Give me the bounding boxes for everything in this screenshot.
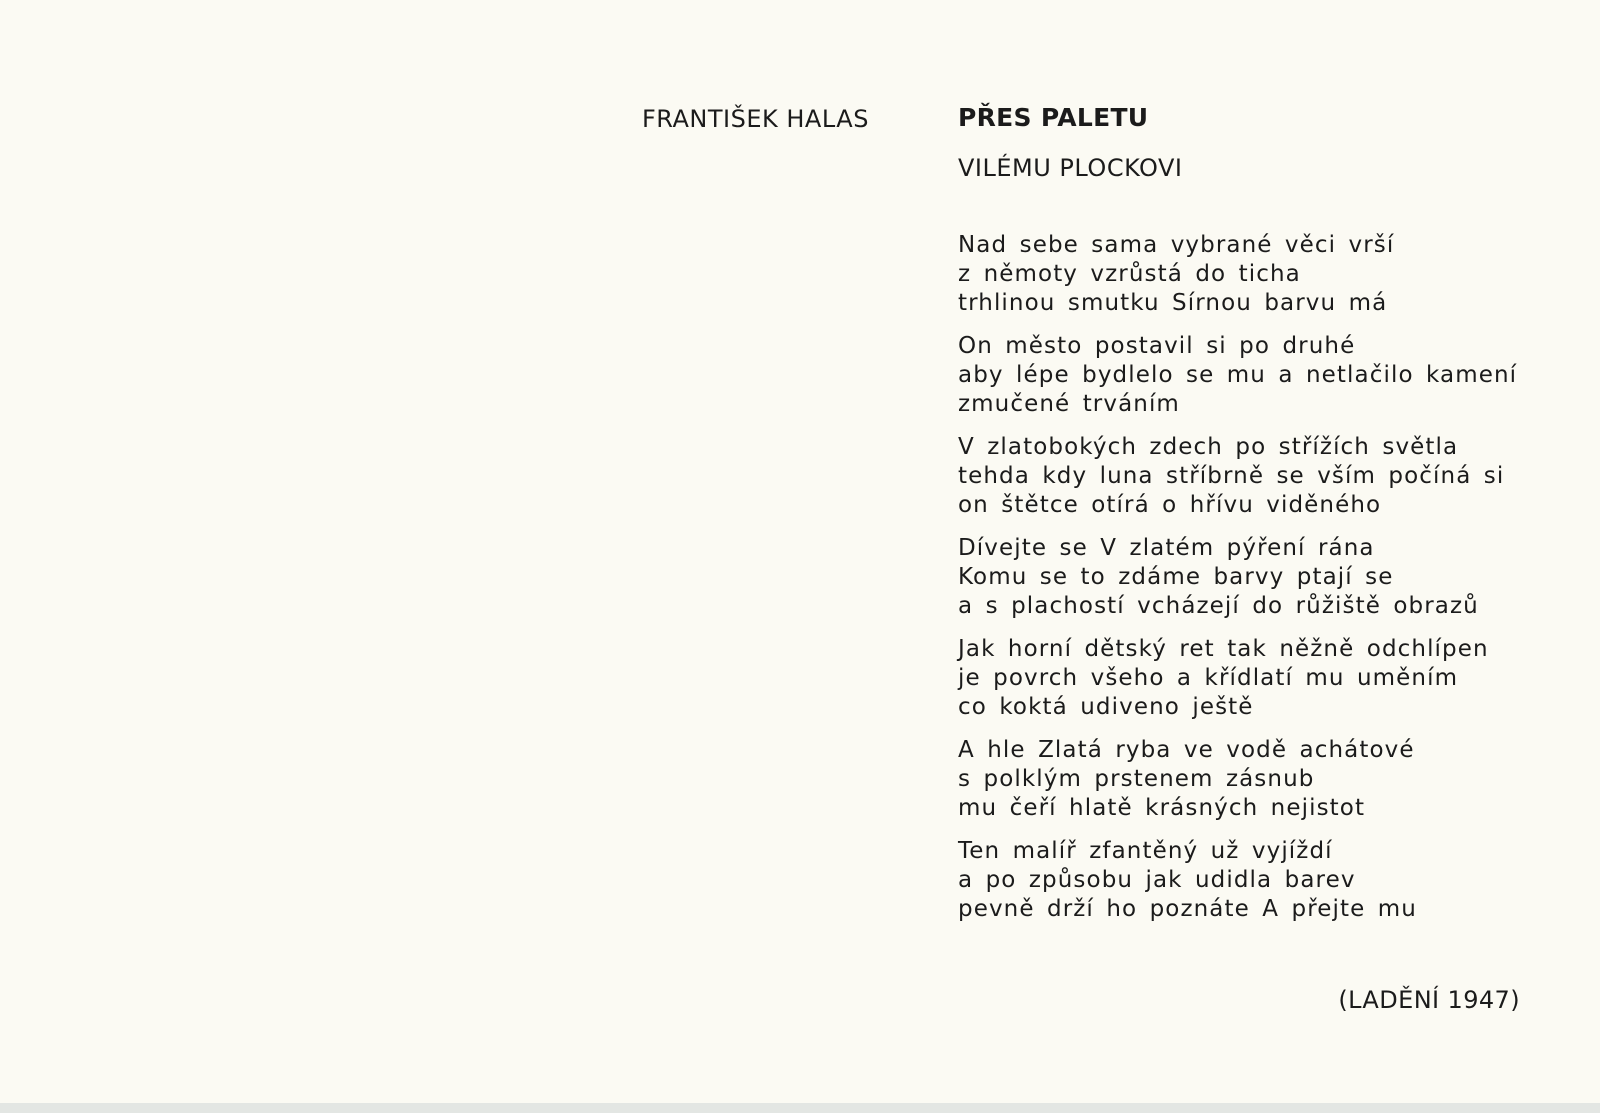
poem-dedication: VILÉMU PLOCKOVI bbox=[958, 154, 1183, 182]
poem-line: Komu se to zdáme barvy ptají se bbox=[958, 564, 1394, 590]
page-bottom-edge bbox=[0, 1103, 1600, 1113]
stanza-2 bbox=[958, 332, 1558, 419]
poem-line: zmučené trváním bbox=[958, 391, 1180, 417]
stanza-5 bbox=[958, 635, 1558, 722]
poem-line: A hle Zlatá ryba ve vodě achátové bbox=[958, 737, 1415, 763]
author-name: FRANTIŠEK HALAS bbox=[642, 105, 869, 133]
poem-line: a s plachostí vcházejí do růžiště obrazů bbox=[958, 593, 1479, 619]
poem-line: on štětce otírá o hřívu viděného bbox=[958, 492, 1382, 518]
stanza-1 bbox=[958, 231, 1558, 318]
poem-line: V zlatobokých zdech po střížích světla bbox=[958, 434, 1459, 460]
poem-line: Ten malíř zfantěný už vyjíždí bbox=[958, 838, 1333, 864]
poem-line: Nad sebe sama vybrané věci vrší bbox=[958, 232, 1395, 258]
stanza-3 bbox=[958, 433, 1558, 520]
poem-line: a po způsobu jak udidla barev bbox=[958, 867, 1356, 893]
poem-source: (LADĚNÍ 1947) bbox=[1338, 986, 1520, 1014]
stanza-4 bbox=[958, 534, 1558, 621]
poem-line: s polklým prstenem zásnub bbox=[958, 766, 1315, 792]
stanza-7 bbox=[958, 837, 1558, 924]
poem-body bbox=[958, 231, 1558, 938]
poem-line: Dívejte se V zlatém pýření rána bbox=[958, 535, 1375, 561]
poem-line: trhlinou smutku Sírnou barvu má bbox=[958, 290, 1388, 316]
poem-line: mu čeří hlatě krásných nejistot bbox=[958, 795, 1366, 821]
poem-line: z němoty vzrůstá do ticha bbox=[958, 261, 1301, 287]
poem-line: tehda kdy luna stříbrně se vším počíná si bbox=[958, 463, 1505, 489]
poem-line: aby lépe bydlelo se mu a netlačilo kamení bbox=[958, 362, 1518, 388]
poem-line: On město postavil si po druhé bbox=[958, 333, 1356, 359]
stanza-6 bbox=[958, 736, 1558, 823]
poem-line: Jak horní dětský ret tak něžně odchlípen bbox=[958, 636, 1489, 662]
poem-title: PŘES PALETU bbox=[958, 103, 1149, 132]
poem-line: co koktá udiveno ještě bbox=[958, 694, 1254, 720]
poem-line: pevně drží ho poznáte A přejte mu bbox=[958, 896, 1417, 922]
poem-line: je povrch všeho a křídlatí mu uměním bbox=[958, 665, 1459, 691]
